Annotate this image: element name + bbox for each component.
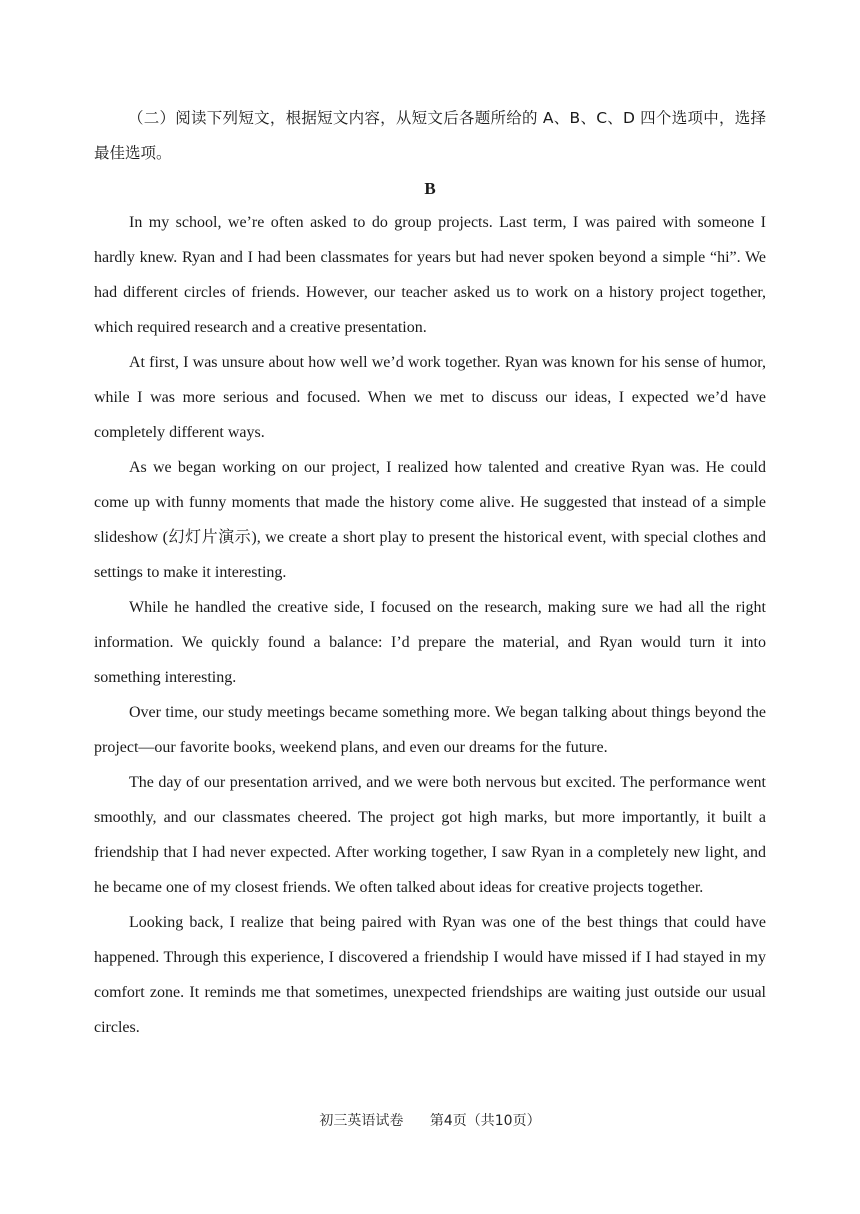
passage-paragraph: While he handled the creative side, I focused on the research, making sure we had all the right information. We quickly found a balance: I’d prepare the material, and Ryan would turn it into something interesting. <box>94 599 766 686</box>
passage-label: B <box>424 179 436 198</box>
footer-page-number: 第4页（共10页） <box>429 1113 541 1129</box>
passage-paragraph: Over time, our study meetings became something more. We began talking about things beyond the project—our favorite books, weekend plans, and even our dreams for the future. <box>94 704 766 756</box>
passage-paragraph: At first, I was unsure about how well we’d work together. Ryan was known for his sense of humor, while I was more serious and focused. When we met to discuss our ideas, I expected we’d have completely different ways. <box>94 354 766 441</box>
section-instruction: （二）阅读下列短文，根据短文内容，从短文后各题所给的 A、B、C、D 四个选项中，选择最佳选项。 <box>94 109 766 162</box>
passage-paragraph: The day of our presentation arrived, and we were both nervous but excited. The performance went smoothly, and our classmates cheered. The project got high marks, but more importantly, it built a friendship that I had never expected. After working together, I saw Ryan in a completely new light, and he became one of my closest friends. We often talked about ideas for creative projects together. <box>94 774 766 896</box>
document-page <box>94 101 766 1045</box>
passage-paragraph: In my school, we’re often asked to do group projects. Last term, I was paired with someone I hardly knew. Ryan and I had been classmates for years but had never spoken beyond a simple “hi”. We had different circles of friends. However, our teacher asked us to work on a history project together, which required research and a creative presentation. <box>94 214 766 336</box>
page-footer <box>0 1110 860 1130</box>
passage-paragraph: Looking back, I realize that being paired with Ryan was one of the best things that could have happened. Through this experience, I discovered a friendship I would have missed if I had stayed in my comfort zone. It reminds me that sometimes, unexpected friendships are waiting just outside our usual circles. <box>94 914 766 1036</box>
passage-paragraph: As we began working on our project, I realized how talented and creative Ryan was. He could come up with funny moments that made the history come alive. He suggested that instead of a simple slideshow (幻灯片演示), we create a short play to present the historical event, with special clothes and settings to make it interesting. <box>94 459 766 581</box>
footer-exam-title: 初三英语试卷 <box>319 1113 404 1129</box>
